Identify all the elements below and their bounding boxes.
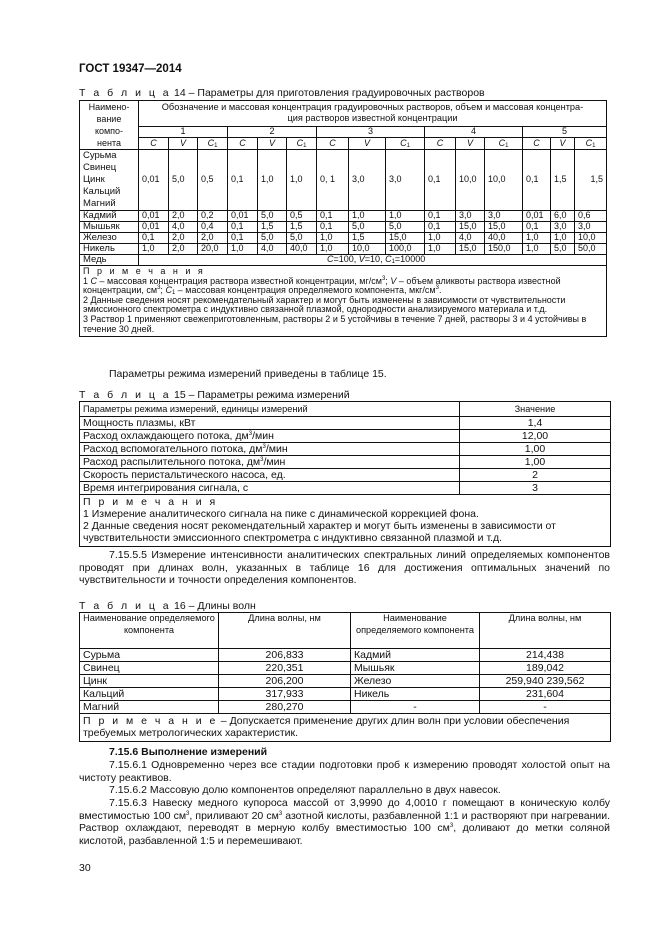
table15-value: 1,4 bbox=[460, 417, 611, 430]
table14-cell-value: 100,0 bbox=[386, 244, 425, 255]
table14-cell-value: 0,01 bbox=[228, 211, 258, 222]
table16-component-name: Железо bbox=[351, 675, 480, 688]
table14-solution-number: 1 bbox=[139, 126, 228, 137]
table14-subhead: V bbox=[258, 137, 287, 149]
table14-cell-value: 1,0 bbox=[317, 244, 349, 255]
table16-head-wavelength: Длина волны, нм bbox=[480, 613, 611, 649]
table14-cell-value: 1,5 bbox=[258, 222, 287, 233]
table14-cell-value: 0,01 bbox=[139, 150, 169, 211]
table14-cell-value: 0,1 bbox=[228, 222, 258, 233]
table14-cell-value: 0,4 bbox=[198, 222, 228, 233]
table14-subhead: C bbox=[228, 137, 258, 149]
table14-cell-value: 5,0 bbox=[349, 222, 386, 233]
table16-row bbox=[80, 701, 611, 714]
table15-row bbox=[80, 417, 611, 430]
table16-component-name: Цинк bbox=[80, 675, 219, 688]
table14-notes-title: П р и м е ч а н и я bbox=[83, 266, 206, 276]
table14-cell-value: 6,0 bbox=[551, 211, 575, 222]
table14-subhead: $C_1$ bbox=[198, 137, 228, 149]
table14-cell-value: 0,1 bbox=[317, 211, 349, 222]
table14-subhead: V bbox=[456, 137, 485, 149]
paragraph-7-15-6-2: 7.15.6.2 Массовую долю компонентов определяют параллельно в двух навесок. bbox=[109, 784, 501, 796]
table14-cell-value: 2,0 bbox=[169, 244, 198, 255]
table14-cell-value: 15,0 bbox=[386, 233, 425, 244]
table16-row bbox=[80, 688, 611, 701]
table14-notes bbox=[80, 266, 607, 337]
table14-cell-value: 40,0 bbox=[287, 244, 317, 255]
table14-component-name: Мышьяк bbox=[80, 222, 139, 233]
table14-cell-value: 0,1 bbox=[425, 222, 456, 233]
table14-cell-value: 15,0 bbox=[456, 244, 485, 255]
table14-cell-value: 3,0 bbox=[485, 211, 523, 222]
table14-subhead: C bbox=[523, 137, 551, 149]
table15-value: 1,00 bbox=[460, 456, 611, 469]
table15-caption-text: 15 – Параметры режима измерений bbox=[171, 389, 350, 401]
table14-cell-value: 1,0 bbox=[386, 211, 425, 222]
table15-head-value: Значение bbox=[460, 402, 611, 417]
table15-caption bbox=[79, 389, 350, 401]
table15-parameter: Расход вспомогательного потока, $дм^3$/мин bbox=[80, 443, 460, 456]
table14-cell-value: 1,0 bbox=[287, 150, 317, 211]
table14-component-name: Никель bbox=[80, 244, 139, 255]
table14-component-name: Кадмий bbox=[80, 211, 139, 222]
table14-row bbox=[80, 211, 607, 222]
table16-caption bbox=[79, 600, 256, 612]
table14-cell-value: 0,2 bbox=[198, 211, 228, 222]
table14-caption-text: 14 – Параметры для приготовления градуировочных растворов bbox=[171, 87, 485, 99]
table16-note bbox=[80, 714, 611, 742]
table14-row bbox=[80, 150, 607, 211]
table16-wavelength: 317,933 bbox=[219, 688, 351, 701]
table16-row bbox=[80, 649, 611, 662]
table14-note: 2 Данные сведения носят рекомендательный характер и могут быть изменены в зависимости от чувствительности эмиссионного спектрометра с индуктивно связанной плазмой, однородности анализируемого материала и т.д. bbox=[83, 294, 566, 315]
table15-note: 2 Данные сведения носят рекомендательный характер и могут быть изменены в зависимости от чувствительности эмиссионного спектрометра с индуктивно связанной плазмой и т.д. bbox=[83, 520, 556, 544]
table14-cell-value: 3,0 bbox=[575, 222, 607, 233]
table15-row bbox=[80, 456, 611, 469]
table14-cell-value: 0,1 bbox=[523, 222, 551, 233]
table14-cell-value: 0,1 bbox=[228, 233, 258, 244]
table-15 bbox=[79, 401, 611, 547]
table15-notes-title: П р и м е ч а н и я bbox=[83, 496, 218, 508]
table14-cell-value: 2,0 bbox=[169, 233, 198, 244]
table14-solution-number: 4 bbox=[425, 126, 523, 137]
table14-cell-value: 1,0 bbox=[258, 150, 287, 211]
table15-value: 2 bbox=[460, 469, 611, 482]
table14-caption bbox=[79, 87, 485, 99]
table16-head-wavelength: Длина волны, нм bbox=[219, 613, 351, 649]
table14-row bbox=[80, 244, 607, 255]
table14-cell-value: 0,5 bbox=[287, 211, 317, 222]
table14-cell-value: 3,0 bbox=[386, 150, 425, 211]
table14-cell-value: 1,0 bbox=[349, 211, 386, 222]
table15-parameter: Расход охлаждающего потока, $дм^3$/мин bbox=[80, 430, 460, 443]
table14-cell-value: 2,0 bbox=[198, 233, 228, 244]
table14-cell-value: 5,0 bbox=[169, 150, 198, 211]
table14-cell-value: 1,0 bbox=[317, 233, 349, 244]
table14-row bbox=[80, 233, 607, 244]
table15-notes bbox=[80, 495, 611, 547]
section-7-15-6-title: 7.15.6 Выполнение измерений bbox=[109, 746, 268, 758]
table14-subhead: V bbox=[349, 137, 386, 149]
table-14 bbox=[79, 100, 607, 337]
table16-note-text: – Допускается применение других длин волн при условии обеспечения требуемых метрологических характеристик. bbox=[83, 715, 570, 739]
table14-copper-value: C=100, V=10, $C_1=10000$ bbox=[139, 255, 607, 266]
table14-cell-value: 0,6 bbox=[575, 211, 607, 222]
table14-caption-prefix: Т а б л и ц а bbox=[79, 87, 172, 99]
table16-wavelength: 206,200 bbox=[219, 675, 351, 688]
paragraph-7-15-5-5: 7.15.5.5 Измерение интенсивности аналитических спектральных линий определяемых компонентов проводят при длинах волн, указанных в таблице 16 для достижения оптимальных значений по чувствительности и точности определения компонентов. bbox=[79, 549, 610, 586]
table14-head-component-name: Наимено- вание компо- нента bbox=[80, 101, 139, 150]
table16-wavelength: 220,351 bbox=[219, 662, 351, 675]
table14-subhead: C bbox=[139, 137, 169, 149]
table16-component-name: Кальций bbox=[80, 688, 219, 701]
table14-cell-value: 1,0 bbox=[425, 233, 456, 244]
table16-row bbox=[80, 675, 611, 688]
table15-value: 1,00 bbox=[460, 443, 611, 456]
table14-cell-value: 3,0 bbox=[456, 211, 485, 222]
table14-cell-value: 1,0 bbox=[425, 244, 456, 255]
table14-copper-name: Медь bbox=[80, 255, 139, 266]
table14-cell-value: 10,0 bbox=[349, 244, 386, 255]
table14-component-name: Сурьма Свинец Цинк Кальций Магний bbox=[80, 150, 139, 211]
table15-parameter: Мощность плазмы, кВт bbox=[80, 417, 460, 430]
table14-solution-number: 5 bbox=[523, 126, 607, 137]
table14-note: 1 C – массовая концентрация раствора известной концентрации, $мг/см^3$; V – объем аликвоты раствора известной концентрации, $см^3$; $C_1$ – массовая концентрация определяемого компонента, мкг/$см^3$. bbox=[83, 275, 561, 297]
table14-cell-value: 1,5 bbox=[551, 150, 575, 211]
table16-component-name: Мышьяк bbox=[351, 662, 480, 675]
table16-wavelength: 189,042 bbox=[480, 662, 611, 675]
table14-cell-value: 5,0 bbox=[258, 211, 287, 222]
table14-cell-value: 1,0 bbox=[228, 244, 258, 255]
table14-component-name: Железо bbox=[80, 233, 139, 244]
table14-cell-value: 1,0 bbox=[551, 233, 575, 244]
table14-cell-value: 3,0 bbox=[349, 150, 386, 211]
table14-subhead: V bbox=[169, 137, 198, 149]
paragraph-7-15-6-3: 7.15.6.3 Навеску медного купороса массой от 3,9990 до 4,0010 г помещают в коническую колбу вместимостью 100 $см^3$, приливают 20 $см^3$ азотной кислоты, разбавленной 1:1 и растворяют при нагревании. Раствор охлаждают, переводят в мерную колбу вместимостью 100 $см^3$, доливают до метки соляной кислотой, разбавленной 1:5 и перемешивают. bbox=[79, 797, 611, 847]
table14-cell-value: 1,0 bbox=[523, 233, 551, 244]
table15-parameter: Время интегрирования сигнала, с bbox=[80, 482, 460, 495]
table14-cell-value: 0,5 bbox=[198, 150, 228, 211]
table14-head-group: Обозначение и массовая концентрация градуировочных растворов, объем и массовая концентра- ция растворов известной концентрации bbox=[139, 101, 607, 127]
table14-cell-value: 0,01 bbox=[523, 211, 551, 222]
table16-component-name: Свинец bbox=[80, 662, 219, 675]
table14-subhead: C bbox=[425, 137, 456, 149]
table14-cell-value: 4,0 bbox=[169, 222, 198, 233]
table14-cell-value: 0,1 bbox=[139, 233, 169, 244]
table14-note: 3 Раствор 1 применяют свежеприготовленным, растворы 2 и 5 устойчивы в течение 7 дней, растворы 3 и 4 устойчивы в течение 30 дней. bbox=[83, 313, 587, 334]
table15-value: 12,00 bbox=[460, 430, 611, 443]
table14-cell-value: 0,01 bbox=[139, 222, 169, 233]
table16-caption-text: 16 – Длины волн bbox=[171, 600, 256, 612]
table14-cell-value: 1,0 bbox=[523, 244, 551, 255]
table16-component-name: Никель bbox=[351, 688, 480, 701]
table16-component-name: Кадмий bbox=[351, 649, 480, 662]
table14-subhead: $C_1$ bbox=[386, 137, 425, 149]
table16-wavelength: - bbox=[480, 701, 611, 714]
table14-subhead: C bbox=[317, 137, 349, 149]
table14-subhead: $C_1$ bbox=[485, 137, 523, 149]
table14-cell-value: 10,0 bbox=[575, 233, 607, 244]
table14-cell-value: 0,1 bbox=[523, 150, 551, 211]
table16-caption-prefix: Т а б л и ц а bbox=[79, 600, 172, 612]
table15-row bbox=[80, 469, 611, 482]
table14-cell-value: 0,1 bbox=[228, 150, 258, 211]
table14-solution-number: 3 bbox=[317, 126, 425, 137]
table14-cell-value: 3,0 bbox=[551, 222, 575, 233]
table16-wavelength: 259,940 239,562 bbox=[480, 675, 611, 688]
document-header: ГОСТ 19347—2014 bbox=[79, 63, 182, 75]
table14-cell-value: 4,0 bbox=[258, 244, 287, 255]
table14-cell-value: 20,0 bbox=[198, 244, 228, 255]
table14-cell-value: 10,0 bbox=[485, 150, 523, 211]
table14-row bbox=[80, 222, 607, 233]
table14-solution-number: 2 bbox=[228, 126, 317, 137]
table16-note-title: П р и м е ч а н и е bbox=[83, 715, 218, 727]
paragraph-table15-reference: Параметры режима измерений приведены в таблице 15. bbox=[109, 368, 387, 380]
table14-subhead: $C_1$ bbox=[287, 137, 317, 149]
table15-parameter: Расход распылительного потока, $дм^3$/мин bbox=[80, 456, 460, 469]
table14-cell-value: 15,0 bbox=[485, 222, 523, 233]
table16-head-component: Наименование определяемого компонента bbox=[351, 613, 480, 649]
table-16 bbox=[79, 612, 611, 742]
table14-cell-value: 40,0 bbox=[485, 233, 523, 244]
table14-cell-value: 0,1 bbox=[425, 211, 456, 222]
table15-parameter: Скорость перистальтического насоса, ед. bbox=[80, 469, 460, 482]
table16-wavelength: 231,604 bbox=[480, 688, 611, 701]
table14-cell-value: 1,5 bbox=[349, 233, 386, 244]
table14-cell-value: 5,0 bbox=[386, 222, 425, 233]
table14-cell-value: 1,5 bbox=[575, 150, 607, 211]
table15-row bbox=[80, 430, 611, 443]
table14-cell-value: 0,01 bbox=[139, 211, 169, 222]
table15-note: 1 Измерение аналитического сигнала на пике с динамической коррекцией фона. bbox=[83, 508, 479, 520]
table14-cell-value: 2,0 bbox=[169, 211, 198, 222]
table16-component-name: Магний bbox=[80, 701, 219, 714]
table16-component-name: Сурьма bbox=[80, 649, 219, 662]
table14-cell-value: 5,0 bbox=[258, 233, 287, 244]
paragraph-7-15-6-1: 7.15.6.1 Одновременно через все стадии подготовки проб к измерению проводят холостой опыт на чистоту реактивов. bbox=[79, 759, 610, 784]
table16-row bbox=[80, 662, 611, 675]
table16-wavelength: 214,438 bbox=[480, 649, 611, 662]
table14-cell-value: 50,0 bbox=[575, 244, 607, 255]
table14-cell-value: 0, 1 bbox=[317, 150, 349, 211]
table14-cell-value: 150,0 bbox=[485, 244, 523, 255]
table14-cell-value: 0,1 bbox=[425, 150, 456, 211]
table15-head-parameter: Параметры режима измерений, единицы измерений bbox=[80, 402, 460, 417]
table14-cell-value: 4,0 bbox=[456, 233, 485, 244]
table15-row bbox=[80, 482, 611, 495]
table14-cell-value: 1,0 bbox=[139, 244, 169, 255]
page-number: 30 bbox=[79, 862, 91, 874]
table14-cell-value: 15,0 bbox=[456, 222, 485, 233]
table14-cell-value: 5,0 bbox=[287, 233, 317, 244]
table15-value: 3 bbox=[460, 482, 611, 495]
table16-wavelength: 206,833 bbox=[219, 649, 351, 662]
table14-cell-value: 1,5 bbox=[287, 222, 317, 233]
table14-cell-value: 0,1 bbox=[317, 222, 349, 233]
table15-row bbox=[80, 443, 611, 456]
table16-component-name: - bbox=[351, 701, 480, 714]
table15-caption-prefix: Т а б л и ц а bbox=[79, 389, 172, 401]
table14-cell-value: 10,0 bbox=[456, 150, 485, 211]
table14-subhead: $C_1$ bbox=[575, 137, 607, 149]
table14-subhead: V bbox=[551, 137, 575, 149]
table16-head-component: Наименование определяемого компонента bbox=[80, 613, 219, 649]
table16-wavelength: 280,270 bbox=[219, 701, 351, 714]
table14-cell-value: 5,0 bbox=[551, 244, 575, 255]
